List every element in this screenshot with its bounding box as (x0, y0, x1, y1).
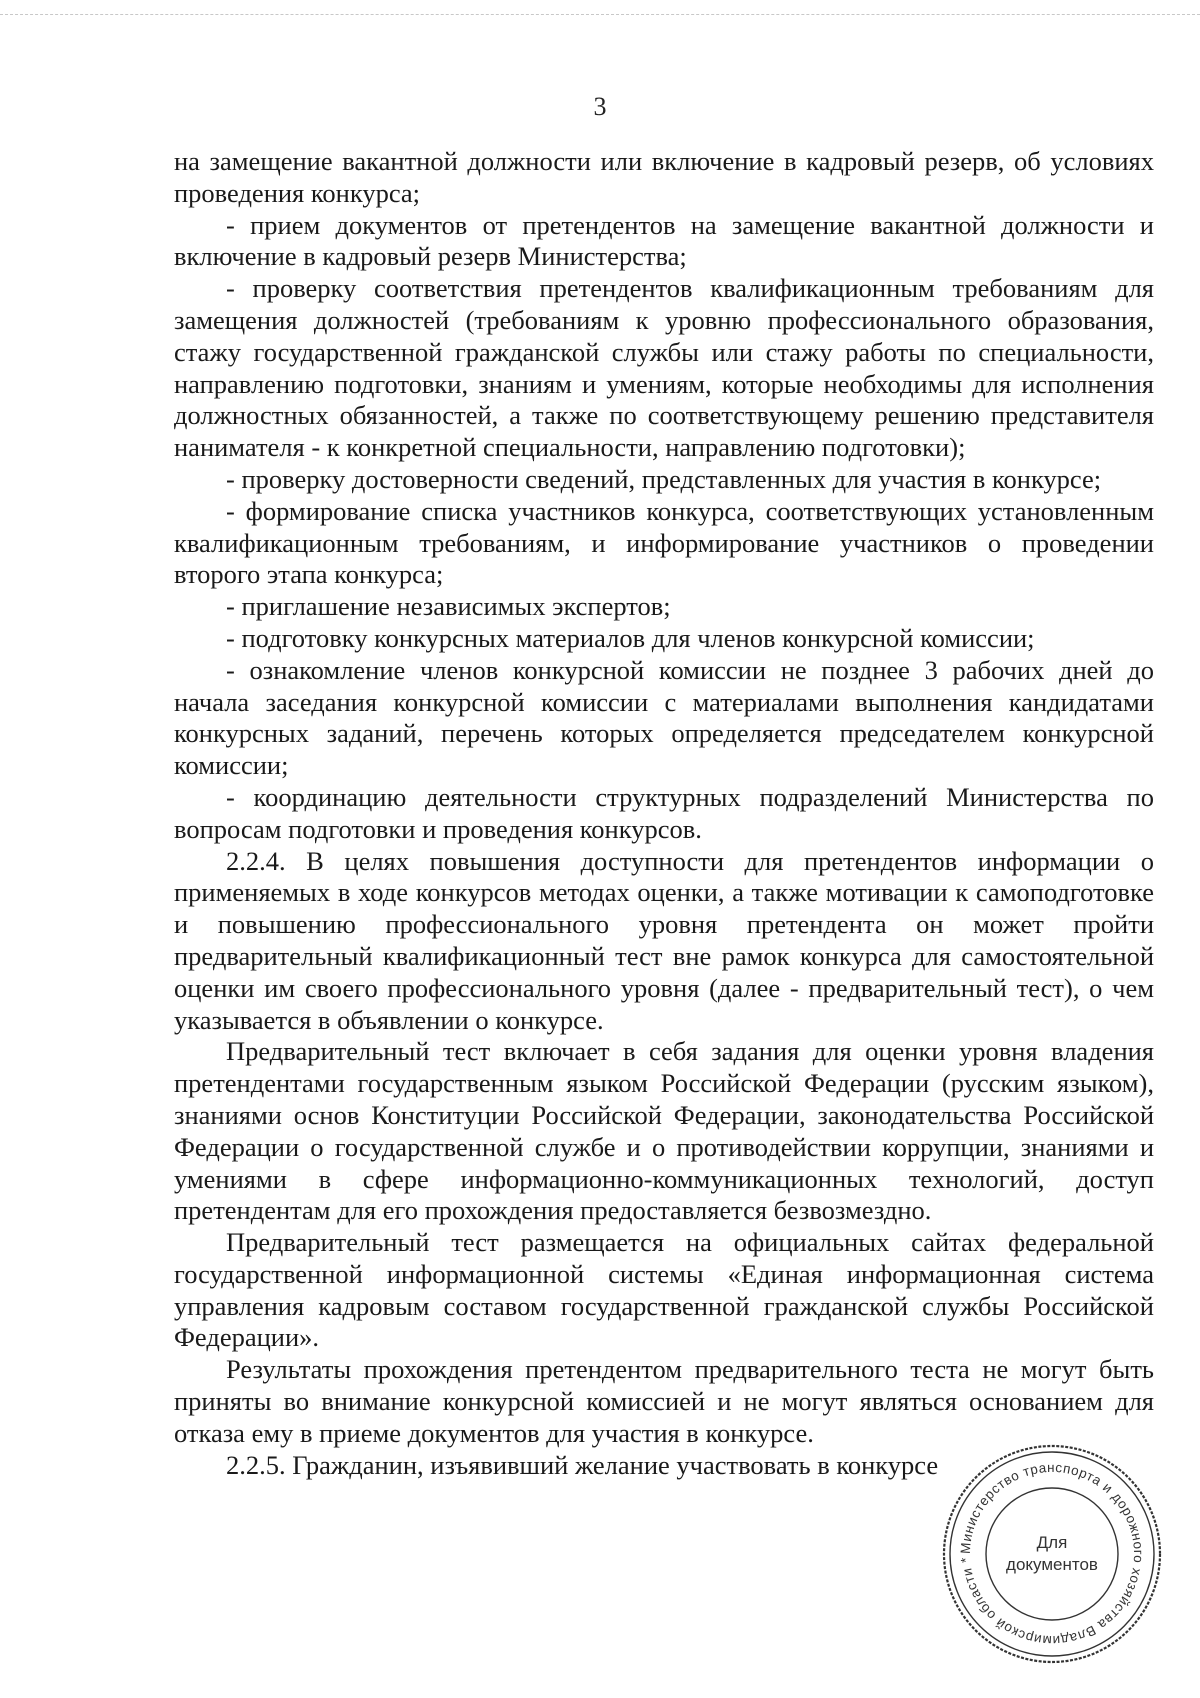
paragraph: - проверку соответствия претендентов квалификационным требованиям для замещения должностей (требованиям к уровню профессионального образования, стажу государственной гражданской службы или стажу работы по специальности, направлению подготовки, знаниям и умениям, которые необходимы для исполнения должностных обязанностей, а также по соответствующему решению представителя нанимателя - к конкретной специальности, направлению подготовки); (174, 273, 1154, 463)
paragraph: Результаты прохождения претендентом предварительного теста не могут быть приняты во внимание конкурсной комиссией и не могут являться основанием для отказа ему в приеме документов для участия в конкурсе. (174, 1354, 1154, 1448)
paragraph: Предварительный тест размещается на официальных сайтах федеральной государственной информационной системы «Единая информационная система управления кадровым составом государственной гражданской службы Российской Федерации». (174, 1227, 1154, 1353)
stamp-center-text: Для (1036, 1533, 1068, 1552)
document-body (174, 146, 1154, 1481)
paragraph: - ознакомление членов конкурсной комиссии не позднее 3 рабочих дней до начала заседания конкурсной комиссии с материалами выполнения кандидатами конкурсных заданий, перечень которых определяется председателем конкурсной комиссии; (174, 654, 1154, 781)
paragraph: - подготовку конкурсных материалов для членов конкурсной комиссии; (226, 622, 1035, 653)
paragraph: - приглашение независимых экспертов; (226, 591, 671, 622)
svg-text:Министерство транспорта и доро (958, 1460, 1146, 1648)
stamp-center-text: документов (1006, 1555, 1098, 1574)
paragraph: 2.2.4. В целях повышения доступности для претендентов информации о применяемых в ходе конкурсов методах оценки, а также мотивации к самоподготовке и повышению профессионального уровня претендента он может пройти предварительный квалификационный тест вне рамок конкурса для самостоятельной оценки им своего профессионального уровня (далее - предварительный тест), о чем указывается в объявлении о конкурсе. (174, 845, 1154, 1035)
paragraph: - проверку достоверности сведений, представленных для участия в конкурсе; (226, 463, 1102, 494)
paragraph: - прием документов от претендентов на замещение вакантной должности и включение в кадровый резерв Министерства; (174, 209, 1154, 272)
stamp-ring-text: Министерство транспорта и дорожного хозяйства Владимирской области * (957, 1459, 1147, 1649)
paragraph: 2.2.5. Гражданин, изъявивший желание участвовать в конкурсе (226, 1449, 939, 1480)
paragraph: - координацию деятельности структурных подразделений Министерства по вопросам подготовки и проведения конкурсов. (174, 781, 1154, 844)
paragraph: - формирование списка участников конкурса, соответствующих установленным квалификационным требованиям, и информирование участников о проведении второго этапа конкурса; (174, 495, 1154, 590)
paragraph: на замещение вакантной должности или включение в кадровый резерв, об условиях проведения конкурса; (174, 146, 1154, 208)
page-number: 3 (593, 92, 607, 121)
scan-edge-line (0, 14, 1200, 15)
paragraph: Предварительный тест включает в себя задания для оценки уровня владения претендентами государственным языком Российской Федерации (русским языком), знаниями основ Конституции Российской Федерации, законодательства Российской Федерации о государственной службе и о противодействии коррупции, знаниями и умениями в сфере информационно-коммуникационных технологий, доступ претендентам для его прохождения предоставляется безвозмездно. (174, 1036, 1154, 1226)
